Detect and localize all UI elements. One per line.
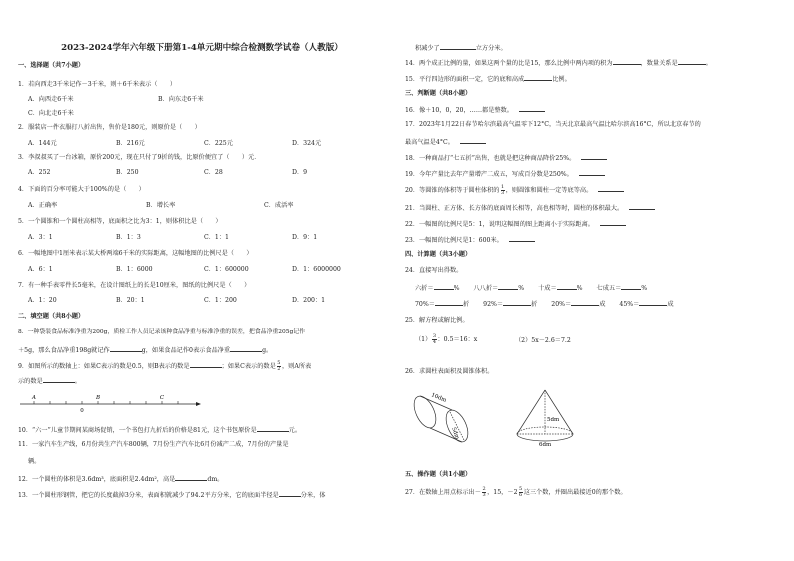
q13-blank-2[interactable] [440,44,476,50]
q11-line2 [18,458,40,465]
q24-blank-5[interactable] [435,300,463,306]
q8-text-a: ＋5g，那么食品净重198g就记作 [18,347,110,354]
number-line-ticks [34,401,178,404]
q23-blank[interactable] [509,236,535,242]
q25-part2: （2）5x－2.6＝7.2 [515,337,571,344]
q7-option-d[interactable]: D．200：1 [292,297,326,304]
q9-text-b: ；如果C表示的数是 [221,363,276,370]
q1-options [28,97,204,103]
q9-text-a: 9．如图所示的数轴上：如果C表示的数是0.5，则B表示的数是 [18,363,190,370]
q2-option-d[interactable]: D．324元 [292,140,322,147]
q4-option-a[interactable]: A．正确率 [28,202,58,209]
q22-line: 22．一幅图的比例尺是5：1，说明这幅图的图上距离小于实际距离。 [405,220,626,228]
q17-line2: 最高气温是4°C。 [405,138,486,146]
cylinder-length-label: 10dm [430,392,448,404]
q26-cone-figure [505,388,585,448]
q24-blank-8[interactable] [639,300,667,306]
q5-options [28,235,317,241]
q4-text: 4．下面的百分率可能大于100%的是（ ） [18,186,145,193]
q1-option-a[interactable]: A．向西走6千米 [28,96,74,103]
q5-text: 5．一个圆锥和一个圆柱高相等，底面积之比为3：1，则体积比是（ ） [18,218,222,225]
q5-option-d[interactable]: D．9：1 [292,234,318,241]
q8-line2 [18,346,272,354]
q12-text-b: dm。 [207,476,224,483]
q22-blank[interactable] [600,220,626,226]
number-line-arrow-icon [196,402,201,406]
q27-fraction-1: $\frac{2}{3}$ [482,486,486,498]
q13-text-a: 13．一个圆柱形钢管，把它的长度截掉3分米，表面积就减少了94.2平方分米，它的底面半径是 [18,492,279,499]
q26-cylinder-figure [409,384,489,444]
q24-blank-1[interactable] [434,284,454,290]
section-fill-heading: 二、填空题（共8小题） [18,313,85,320]
q24-row1: 六折＝ % 八八折＝ % 十成＝ % 七成五＝ % [415,285,648,292]
cone-diameter-label: 6dm [539,442,552,448]
q8-text-c: g。 [262,347,273,354]
q8-line1: 8．一种袋装食品标准净重为200g，质检工作人员记录该种食品净重与标准净重的误差，把食品净重205g记作 [18,329,306,335]
q13-line1 [18,491,325,499]
q3-text: 3．李叔叔买了一台冰箱，原价200元，现在只付了9折的钱，比原价便宜了（ ）元． [18,154,261,161]
q7-option-b[interactable]: B．20：1 [116,297,145,304]
q27-fraction-2: $\frac{5}{6}$ [519,486,523,498]
q13-continuation: 积减少了 立方分米。 [415,45,507,52]
number-line-label-c: C [159,395,165,401]
q12-text-a: 12．一个圆柱的体积是3.6dm³，底面积是2.4dm²，高是 [18,476,176,483]
q27-line: 27．在数轴上用点标示出－ $\frac{2}{3}$ ，15，－2 $\frac{5}{6}$ 这三个数，并圈出最接近0的那个数。 [405,486,627,498]
q21-blank[interactable] [629,204,655,210]
q2-text: 2．服装店一件衣服打八折出售，售价是180元，则原价是（ ） [18,124,201,131]
q6-option-a[interactable]: A．6：1 [28,266,53,273]
q16-blank[interactable] [519,106,545,112]
q24-title: 24．直接写出得数。 [405,267,463,274]
cone-base-front [517,434,573,441]
q1-option-b[interactable]: B．向东走6千米 [158,96,204,103]
number-line-label-a: A [32,395,36,401]
q18-line: 18．一种商品打“七五折”出售，也就是把这种商品降价25%。 [405,154,607,162]
q21-line: 21．当圆柱、正方体、长方体的底面周长相等，高也相等时，圆柱的体积最大。 [405,204,655,212]
q9-blank-1[interactable] [190,362,222,368]
q17-line1: 17．2023年1月22日春节哈尔滨最高气温零下12°C，当天北京最高气温比哈尔滨高16°C，所以北京春节的 [405,121,701,128]
q19-blank[interactable] [579,170,605,176]
q9-text-d: 示的数是 [18,378,43,385]
q8-text-b: g，如果食品记作0表示食品净重 [141,347,231,354]
q12-line [18,475,223,483]
q5-option-c[interactable]: C．1：1 [204,234,229,241]
q7-option-a[interactable]: A．1：20 [28,297,57,304]
q24-row2: 70%＝ 折 92%＝ 折 20%＝ 成 45%＝ 成 [415,301,674,308]
q3-option-c[interactable]: C．28 [204,169,223,176]
q10-text-b: 元。 [288,427,302,434]
q7-options [28,298,325,304]
q9-text-c: ，则A所表 [281,363,312,370]
q14-blank-2[interactable] [678,59,706,65]
q6-text: 6．一幅地图中1厘米表示某大桥两端6千米的实际距离，这幅地图的比例尺是（ ） [18,250,253,257]
q6-option-c[interactable]: C．1：600000 [204,266,249,273]
q23-line: 23．一幅图的比例尺是1：600米。 [405,236,535,244]
q17-blank[interactable] [460,138,486,144]
q5-option-a[interactable]: A．3：1 [28,234,53,241]
section-judge-heading: 三、判断题（共8小题） [405,90,472,97]
q10-line [18,426,301,434]
section-operate-heading: 五、操作题（共1小题） [405,471,472,478]
q12-blank[interactable] [175,475,207,481]
q26-title: 26．求圆柱表面积及圆锥体积。 [405,368,494,375]
q20-line: 20．等圆锥的体积等于圆柱体积的 $\frac{1}{3}$ ，则圆锥和圆柱一定等底等高。 [405,185,624,196]
q4-option-c[interactable]: C．成活率 [264,202,294,209]
q2-option-c[interactable]: C．225元 [204,140,233,147]
q10-text-a: 10．“六一”儿童节期间某商场促销，一个书包打九折后的价格是81元，这个书包原价是 [18,427,257,434]
q9-blank-2[interactable] [43,377,75,383]
q24-blank-6[interactable] [503,300,531,306]
q25-title: 25．解方程或解比例。 [405,317,469,324]
q4-options [28,203,293,209]
q4-option-b[interactable]: B．增长率 [146,202,176,209]
q7-text: 7．有一种手表零件长5毫米，在设计图纸上的长是10厘米，图纸的比例尺是（ ） [18,282,251,289]
cone-right-side [545,390,573,434]
q20-blank[interactable] [598,186,624,192]
q24-blank-3[interactable] [557,284,577,290]
q5-option-b[interactable]: B．1：3 [116,234,141,241]
q13-blank-1[interactable] [279,491,301,497]
q1-option-c[interactable]: C．向北走6千米 [28,110,74,117]
q3-option-b[interactable]: B．250 [116,169,139,176]
q6-option-b[interactable]: B．1：6000 [116,266,153,273]
q25-fraction: $\frac{3}{4}$ [432,333,436,345]
q14-blank-1[interactable] [613,59,641,65]
q2-options [28,141,321,147]
cone-height-label: 5dm [547,417,560,423]
q8-blank-1[interactable] [110,346,142,352]
q24-blank-7[interactable] [571,300,599,306]
q6-option-d[interactable]: D．1：6000000 [292,266,341,273]
q3-option-a[interactable]: A．252 [28,169,51,176]
number-line-label-zero: 0 [80,408,84,414]
q19-line: 19．今年产量比去年产量增产二成五，写成百分数是250%。 [405,170,605,178]
q15-line: 15．平行四边形的面积一定，它的底和高成 比例。 [405,76,571,83]
q8-blank-2[interactable] [230,346,262,352]
page-title: 2023-2024学年六年级下册第1-4单元期中综合检测数学试卷（人教版） [61,43,343,53]
q18-blank[interactable] [581,154,607,160]
q16-line: 16．像＋10，0，20，……都是整数。 [405,106,545,114]
q25-part1: （1） $\frac{3}{4}$ ：0.5＝16：x [415,333,478,345]
q9-number-line [18,392,208,416]
q24-blank-2[interactable] [498,284,518,290]
section-calc-heading: 四、计算题（共3小题） [405,251,472,258]
q11-line1: 11．一家汽车生产线，6月份共生产汽车800辆，7月份生产汽车比6月份减产二成，7月份的产量是 [18,441,289,448]
q9-fraction: $\frac{5}{2}$ [277,360,281,372]
section-choice-heading: 一、选择题（共7小题） [18,62,85,69]
q24-blank-4[interactable] [621,284,641,290]
q14-line: 14．两个成正比例的量，如果这两个量的比是15，那么比例中两内项的积为 ，数量关系是 。 [405,60,712,67]
q6-options [28,267,341,273]
q9-line1 [18,361,311,372]
q3-option-d[interactable]: D．9 [292,169,308,176]
q2-option-a[interactable]: A．144元 [28,140,57,147]
q7-option-c[interactable]: C．1：200 [204,297,237,304]
q15-blank[interactable] [524,75,552,81]
q9-line2: 示的数是 。 [18,378,81,385]
q3-options [28,170,307,176]
number-line-label-b: B [95,395,101,401]
q11-text-b: 辆。 [28,458,41,465]
cylinder-diameter-label: 5dm [450,426,460,441]
q13-text-b: 分米，体 [300,492,326,499]
q1-text: 1．若向西走3千米记作－3千米，则＋6千米表示（ ） [18,81,177,88]
q2-option-b[interactable]: B．216元 [116,140,145,147]
q10-blank[interactable] [257,426,289,432]
q20-fraction: $\frac{1}{3}$ [501,184,505,196]
